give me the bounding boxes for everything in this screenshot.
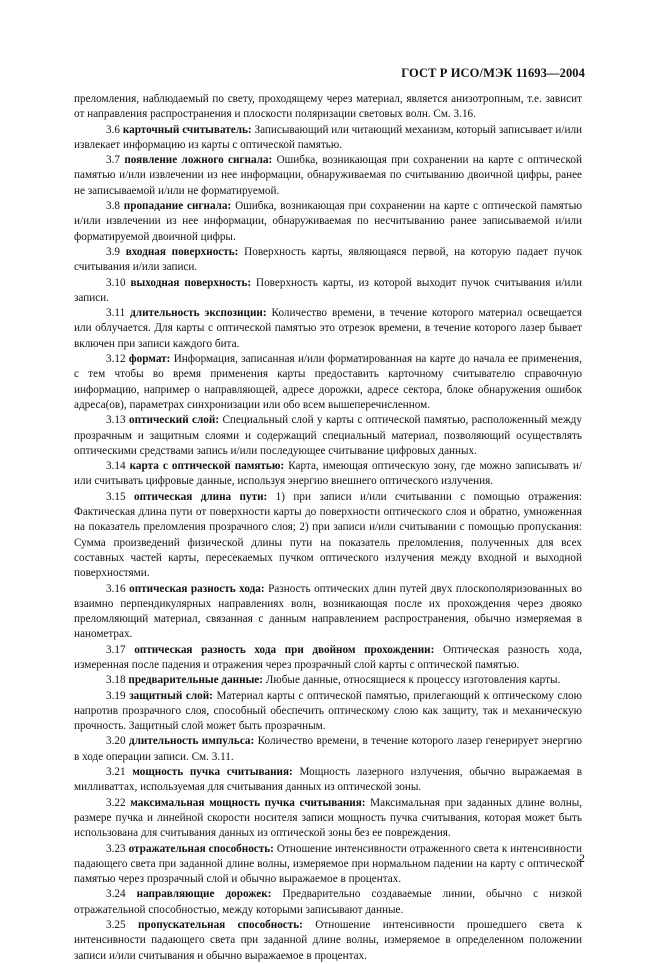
definition-text: Специальный слой у карты с оптической памятью, расположенный между прозрачным и защитным слоями и содержащий специальный материал, позволяющий осуществлять оптическими средствами запись и/или последующее считывание цифровых данных. bbox=[74, 414, 582, 457]
definition-entry bbox=[74, 582, 582, 643]
definition-entry bbox=[74, 306, 582, 352]
definition-entry bbox=[74, 673, 582, 688]
definition-number: 3.11 bbox=[106, 307, 126, 320]
definition-number: 3.21 bbox=[106, 766, 126, 779]
definition-text: Количество времени, в течение которого лазер генерирует энергию в ходе операции записи. См. 3.11. bbox=[74, 735, 583, 763]
definition-text: Любые данные, относящиеся к процессу изготовления карты. bbox=[265, 674, 561, 687]
definitions-list bbox=[74, 123, 582, 964]
definition-term: защитный слой: bbox=[129, 689, 213, 702]
definition-term: формат: bbox=[128, 353, 171, 366]
definition-number: 3.17 bbox=[106, 643, 126, 656]
definition-number: 3.12 bbox=[106, 353, 126, 366]
definition-number: 3.8 bbox=[106, 200, 120, 213]
definition-term: карточный считыватель: bbox=[122, 123, 252, 136]
page-number: 2 bbox=[579, 851, 585, 865]
definition-text: Поверхность карты, являющаяся первой, на которую падает пучок считывания и/или записи. bbox=[74, 245, 582, 274]
definition-number: 3.20 bbox=[106, 735, 126, 748]
definition-entry bbox=[74, 276, 582, 307]
definition-number: 3.19 bbox=[106, 689, 126, 702]
definition-number: 3.22 bbox=[106, 796, 126, 809]
definition-text: Предварительно создаваемые линии, обычно с низкой отражательной способностью, между которыми записывают данные. bbox=[74, 888, 583, 916]
definition-number: 3.23 bbox=[106, 842, 126, 855]
definition-number: 3.25 bbox=[106, 919, 126, 932]
definition-text: Мощность лазерного излучения, обычно выражаемая в милливаттах, используемая для считывания данных из оптической зоны. bbox=[74, 766, 582, 794]
definition-term: длительность импульса: bbox=[128, 735, 255, 748]
definition-number: 3.10 bbox=[106, 276, 126, 289]
definition-term: максимальная мощность пучка считывания: bbox=[130, 796, 366, 809]
definition-entry bbox=[74, 842, 582, 888]
definition-term: пропускательная способность: bbox=[137, 919, 303, 932]
standard-header: ГОСТ Р ИСО/МЭК 11693—2004 bbox=[401, 66, 585, 80]
definition-text: Ошибка, возникающая при сохранении на карте с оптической памятью и/или извлечении из нее информации, обнаруживаемая по считыванию двоичной цифры, ранее не записываемой и/или не форматируемой. bbox=[74, 154, 582, 197]
definition-text: Ошибка, возникающая при сохранении на карте с оптической памятью и/или извлечении из нее информации, обнаруживаемая по несчитыванию ранее записываемой и/или форматируемой двоичной цифры. bbox=[74, 200, 583, 243]
definition-term: карта с оптической памятью: bbox=[129, 460, 285, 473]
definition-entry bbox=[74, 245, 582, 276]
definition-entry bbox=[74, 734, 582, 765]
definition-entry bbox=[74, 352, 582, 413]
intro-paragraph: преломления, наблюдаемый по свету, проходящему через материал, является анизотропным, т.е. зависит от направления распространения и плоскости поляризации световых волн. См. 3.16. bbox=[74, 93, 582, 121]
definition-term: пропадание сигнала: bbox=[123, 200, 232, 213]
definition-text: Поверхность карты, из которой выходит пучок считывания и/или записи. bbox=[74, 276, 582, 304]
definition-text: Записывающий или читающий механизм, который записывает и/или извлекает информацию из карты с оптической памятью. bbox=[74, 123, 583, 151]
definition-term: оптическая длина пути: bbox=[134, 490, 268, 503]
definition-text: Карта, имеющая оптическую зону, где можно записывать и/или считывать цифровые данные, используя энергию внешнего оптического излучения. bbox=[74, 460, 583, 488]
definition-entry bbox=[74, 123, 582, 154]
definition-entry bbox=[74, 689, 582, 735]
definition-entry bbox=[74, 413, 582, 459]
definition-term: оптический слой: bbox=[128, 414, 220, 427]
document-body bbox=[74, 92, 582, 964]
definition-term: оптическая разность хода при двойном прохождении: bbox=[134, 643, 435, 656]
definition-term: направляющие дорожек: bbox=[136, 888, 272, 901]
definition-entry bbox=[74, 490, 582, 582]
definition-number: 3.9 bbox=[106, 245, 120, 258]
definition-entry bbox=[74, 459, 582, 490]
definition-number: 3.24 bbox=[106, 888, 126, 901]
definition-text: Материал карты с оптической памятью, прилегающий к оптическому слою напротив прозрачного слоя, способный обеспечить оптическому слою как защиту, так и механическую прочность. Защитный слой может быть прозрачным. bbox=[74, 689, 582, 733]
definition-number: 3.15 bbox=[106, 490, 126, 503]
definition-term: входная поверхность: bbox=[125, 245, 239, 258]
definition-text: Максимальная при заданных длине волны, размере пучка и линейной скорости носителя записи мощность пучка считывания, которая может быть использована для считывания данных из оптической зоны без ее повреждения. bbox=[74, 796, 583, 840]
definition-number: 3.13 bbox=[106, 414, 126, 427]
definition-entry bbox=[74, 887, 582, 918]
definition-number: 3.18 bbox=[106, 674, 126, 687]
definition-term: мощность пучка считывания: bbox=[132, 766, 293, 779]
definition-term: длительность экспозиции: bbox=[130, 307, 267, 320]
definition-entry bbox=[74, 918, 582, 964]
definition-number: 3.7 bbox=[106, 154, 120, 167]
definition-text: Разность оптических длин путей двух плоскополяризованных во взаимно перпендикулярных направлениях волн, возникающая после их прохождения через двояко преломляющий материал, связанная с данным направлением распространения, обычно измеряемая в нанометрах. bbox=[74, 582, 583, 641]
definition-text: Отношение интенсивности отраженного света к интенсивности падающего света при заданной длине волны, измеряемое при нормальном падении на карту с оптической памятью через прозрачный слой и обычно выражаемое в процентах. bbox=[74, 842, 583, 886]
definition-entry bbox=[74, 643, 582, 674]
definition-term: выходная поверхность: bbox=[130, 276, 252, 289]
definition-entry bbox=[74, 796, 582, 842]
definition-text: Оптическая разность хода, измеренная после падения и отражения через прозрачный слой карты с оптической памятью. bbox=[74, 643, 583, 671]
definition-text: Информация, записанная и/или форматированная на карте до начала ее применения, с тем чтобы во время применения карты предоставить карточному считывателю справочную информацию, например о направляющей, адресе дорожки, адресе сектора, блоке обнаружения ошибок адреса(ов), параметрах синхронизации или обо всем вышеперечисленном. bbox=[74, 353, 583, 411]
definition-number: 3.14 bbox=[106, 460, 126, 473]
definition-entry bbox=[74, 199, 582, 245]
definition-term: предварительные данные: bbox=[128, 674, 263, 687]
definition-text: Количество времени, в течение которого материал освещается или облучается. Для карты с оптической памятью это отрезок времени, в течение которого лазер бывает включен при записи каждого бита. bbox=[74, 307, 583, 350]
definition-number: 3.16 bbox=[106, 582, 126, 595]
definition-term: оптическая разность хода: bbox=[129, 582, 265, 595]
definition-entry bbox=[74, 153, 582, 199]
definition-text: 1) при записи и/или считывании с помощью отражения: Фактическая длина пути от поверхности карты до поверхности оптического слоя и обратно, умноженная на показатель преломления прозрачного слоя; 2) при записи и/или считывании с помощью пропускания: Сумма произведений физической длины пути на показатель преломления, полученных для всех составных частей карты, пересекаемых пучком оптического излучения между входной и выходной поверхностями. bbox=[74, 490, 582, 580]
definition-entry bbox=[74, 765, 582, 796]
definition-term: появление ложного сигнала: bbox=[124, 154, 273, 167]
definition-term: отражательная способность: bbox=[128, 842, 274, 855]
definition-number: 3.6 bbox=[106, 123, 120, 136]
definition-text: Отношение интенсивности прошедшего света к интенсивности падающего света при заданной длине волны, измеряемое в определенном положении записи и/или считывания и обычно выражаемое в процентах. bbox=[74, 919, 583, 962]
